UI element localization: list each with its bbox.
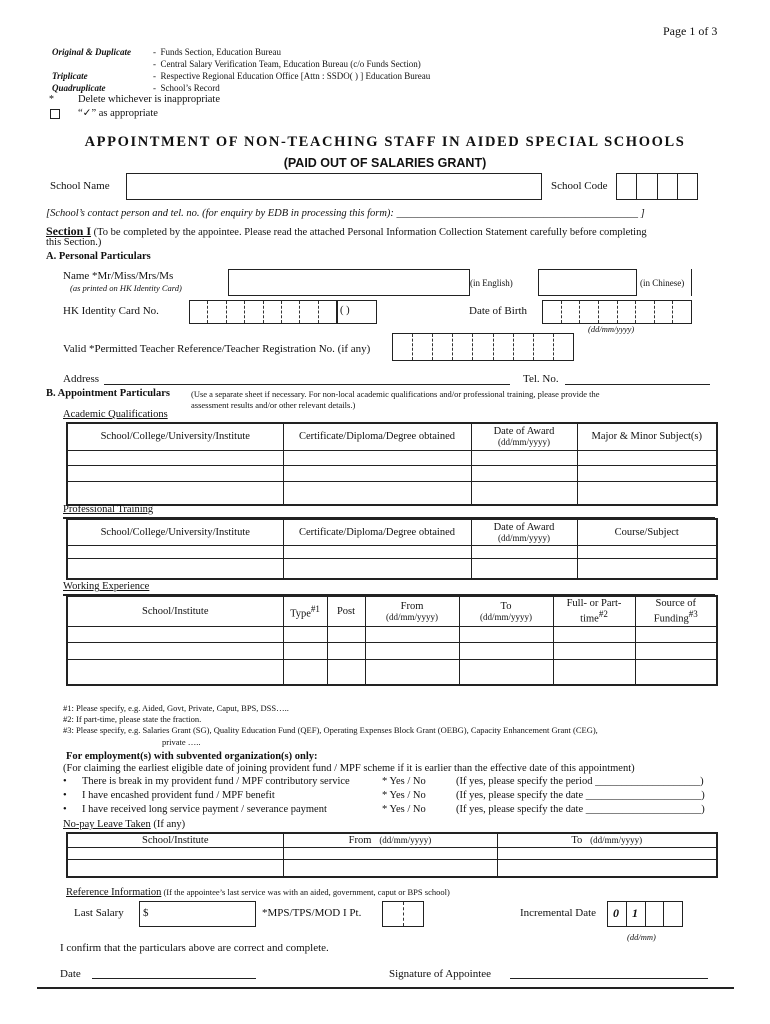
name-sublabel: (as printed on HK Identity Card) bbox=[70, 283, 182, 293]
distribution-label-original: Original & Duplicate bbox=[52, 47, 132, 57]
bullet: • bbox=[63, 776, 67, 787]
table-row[interactable] bbox=[67, 481, 717, 505]
appointment-note-cont: assessment results and/or other relevant details.) bbox=[191, 400, 356, 410]
date-input[interactable] bbox=[92, 978, 256, 979]
checkbox-sample bbox=[50, 109, 60, 119]
table-row[interactable] bbox=[67, 450, 717, 466]
nopay-header-school: School/Institute bbox=[67, 833, 283, 847]
professional-header-course: Course/Subject bbox=[577, 519, 717, 545]
appointment-note: (Use a separate sheet if necessary. For non-local academic qualifications and/or professional training, please provide the bbox=[191, 389, 600, 399]
academic-header-subject: Major & Minor Subject(s) bbox=[577, 423, 717, 450]
academic-header-cert: Certificate/Diploma/Degree obtained bbox=[283, 423, 471, 450]
mps-point-input[interactable] bbox=[382, 901, 424, 927]
distribution-item: - Funds Section, Education Bureau bbox=[153, 47, 281, 57]
distribution-label-quadruplicate: Quadruplicate bbox=[52, 83, 106, 93]
incremental-date-format: (dd/mm) bbox=[627, 932, 656, 942]
working-header-post: Post bbox=[327, 596, 365, 626]
footnote-3-cont: private ….. bbox=[162, 737, 201, 747]
footnote-1: #1: Please specify, e.g. Aided, Govt, Private, Caput, BPS, DSS….. bbox=[63, 703, 289, 713]
last-salary-label: Last Salary bbox=[74, 907, 124, 919]
incremental-digit-1: 1 bbox=[632, 906, 638, 920]
name-english-input[interactable] bbox=[228, 269, 470, 296]
last-salary-input[interactable] bbox=[139, 901, 256, 927]
address-label: Address bbox=[63, 373, 100, 385]
nopay-header-from: From (dd/mm/yyyy) bbox=[283, 833, 497, 847]
section1-intro-cont: this Section.) bbox=[46, 237, 102, 248]
table-row[interactable] bbox=[67, 466, 717, 482]
table-row[interactable] bbox=[67, 626, 717, 643]
form-subtitle: (PAID OUT OF SALARIES GRANT) bbox=[283, 156, 487, 170]
professional-table bbox=[66, 518, 718, 580]
permit-label: Valid *Permitted Teacher Reference/Teacher Registration No. (if any) bbox=[63, 343, 371, 355]
professional-header-cert: Certificate/Diploma/Degree obtained bbox=[283, 519, 471, 545]
pf-encashed-yesno[interactable]: * Yes / No bbox=[382, 790, 426, 801]
in-chinese-label: (in Chinese) bbox=[640, 278, 685, 288]
page-number: Page 1 of 3 bbox=[663, 24, 718, 38]
confirm-text: I confirm that the particulars above are correct and complete. bbox=[60, 942, 329, 954]
reference-title: Reference Information (If the appointee’s last service was with an aided, government, caput or BPS school) bbox=[66, 887, 450, 898]
hkid-input[interactable] bbox=[189, 300, 337, 324]
working-header-fulltime: Full- or Part- time$^{\#2}$ bbox=[553, 596, 635, 626]
lsp-yesno[interactable]: * Yes / No bbox=[382, 804, 426, 815]
academic-header-school: School/College/University/Institute bbox=[67, 423, 283, 450]
working-header-funding: Source of Funding$^{\#3}$ bbox=[635, 596, 717, 626]
table-row[interactable] bbox=[67, 660, 717, 685]
incremental-digit-0: 0 bbox=[613, 906, 619, 920]
working-table bbox=[66, 595, 718, 686]
table-row[interactable] bbox=[67, 559, 717, 579]
date-label: Date bbox=[60, 968, 81, 980]
subvented-note: (For claiming the earliest eligible date of joining provident fund / MPF scheme if it is earlier than the effective date of this appointment) bbox=[63, 763, 635, 774]
footnote-2: #2: If part-time, please state the fraction. bbox=[63, 714, 202, 724]
incremental-date-label: Incremental Date bbox=[520, 907, 597, 919]
hkid-label: HK Identity Card No. bbox=[63, 305, 159, 317]
school-code-label: School Code bbox=[551, 180, 608, 192]
dob-format: (dd/mm/yyyy) bbox=[588, 324, 635, 334]
pf-encashed-specify[interactable]: (If yes, please specify the date ______________________) bbox=[456, 790, 705, 801]
permit-no-input[interactable] bbox=[392, 333, 574, 361]
distribution-item: - Central Salary Verification Team, Education Bureau (c/o Funds Section) bbox=[153, 59, 421, 69]
distribution-item: - Respective Regional Education Office [Attn : SSDO( ) ] Education Bureau bbox=[153, 71, 431, 81]
distribution-item: - School’s Record bbox=[153, 83, 220, 93]
working-title: Working Experience bbox=[63, 581, 150, 592]
dob-label: Date of Birth bbox=[469, 305, 528, 317]
signature-input[interactable] bbox=[510, 978, 708, 979]
table-row[interactable] bbox=[67, 643, 717, 660]
table-row[interactable] bbox=[67, 859, 717, 877]
distribution-label-triplicate: Triplicate bbox=[52, 71, 88, 81]
working-header-school: School/Institute bbox=[67, 596, 283, 626]
section1-intro: Section I (To be completed by the appointee. Please read the attached Personal Information Collection Statement carefully before completing bbox=[46, 224, 647, 238]
nopay-table bbox=[66, 832, 718, 878]
pf-break-yesno[interactable]: * Yes / No bbox=[382, 776, 426, 787]
hkid-check-label: ( ) bbox=[340, 305, 350, 316]
asterisk-mark: * bbox=[49, 94, 54, 105]
bottom-rule bbox=[37, 987, 734, 989]
professional-header-date: Date of Award (dd/mm/yyyy) bbox=[471, 519, 577, 545]
form-title: APPOINTMENT OF NON-TEACHING STAFF IN AIDED SPECIAL SCHOOLS bbox=[84, 134, 686, 150]
school-name-label: School Name bbox=[50, 180, 110, 192]
section1-heading: Section I bbox=[46, 224, 91, 238]
dob-input[interactable] bbox=[542, 300, 692, 324]
pf-encashed-text: I have encashed provident fund / MPF benefit bbox=[82, 790, 275, 801]
currency-symbol: $ bbox=[143, 907, 149, 919]
working-header-to: To (dd/mm/yyyy) bbox=[459, 596, 553, 626]
nopay-header-to: To (dd/mm/yyyy) bbox=[497, 833, 717, 847]
professional-title: Professional Training bbox=[63, 504, 154, 515]
table-row[interactable] bbox=[67, 545, 717, 559]
mps-label: *MPS/TPS/MOD I Pt. bbox=[262, 907, 362, 919]
working-header-from: From (dd/mm/yyyy) bbox=[365, 596, 459, 626]
academic-title: Academic Qualifications bbox=[63, 409, 168, 420]
contact-note: [School’s contact person and tel. no. (for enquiry by EDB in processing this form): ______________________________________________ ] bbox=[46, 208, 645, 219]
in-english-label: (in English) bbox=[470, 278, 513, 288]
signature-label: Signature of Appointee bbox=[389, 968, 492, 980]
address-input[interactable] bbox=[104, 384, 510, 385]
academic-header-date: Date of Award (dd/mm/yyyy) bbox=[471, 423, 577, 450]
name-chinese-input[interactable] bbox=[538, 269, 637, 296]
professional-header-school: School/College/University/Institute bbox=[67, 519, 283, 545]
table-row[interactable] bbox=[67, 847, 717, 859]
chinese-box-end bbox=[691, 269, 692, 296]
tick-note: “✓” as appropriate bbox=[78, 108, 158, 119]
lsp-specify[interactable]: (If yes, please specify the date ______________________) bbox=[456, 804, 705, 815]
academic-table bbox=[66, 422, 718, 506]
bullet: • bbox=[63, 804, 67, 815]
school-code-input[interactable] bbox=[616, 173, 698, 200]
bullet: • bbox=[63, 790, 67, 801]
tel-label: Tel. No. bbox=[523, 373, 559, 385]
nopay-title: No-pay Leave Taken (If any) bbox=[63, 819, 186, 830]
pf-break-specify[interactable]: (If yes, please specify the period ____________________) bbox=[456, 776, 704, 787]
personal-particulars-heading: A. Personal Particulars bbox=[46, 251, 151, 262]
subvented-heading: For employment(s) with subvented organization(s) only: bbox=[66, 751, 318, 762]
tel-input[interactable] bbox=[565, 384, 710, 385]
lsp-text: I have received long service payment / severance payment bbox=[82, 804, 327, 815]
working-header-type: Type$^{\#1}$ bbox=[283, 596, 327, 626]
pf-break-text: There is break in my provident fund / MPF contributory service bbox=[82, 776, 350, 787]
school-name-input[interactable] bbox=[126, 173, 542, 200]
footnote-3: #3: Please specify, e.g. Salaries Grant (SG), Quality Education Fund (QEF), Operating Expenses Block Grant (OEBG), Capacity Enhancement Grant (CEG), bbox=[63, 725, 598, 735]
appointment-particulars-heading: B. Appointment Particulars bbox=[46, 388, 170, 399]
name-label: Name *Mr/Miss/Mrs/Ms bbox=[63, 270, 174, 282]
delete-note: Delete whichever is inappropriate bbox=[78, 94, 220, 105]
